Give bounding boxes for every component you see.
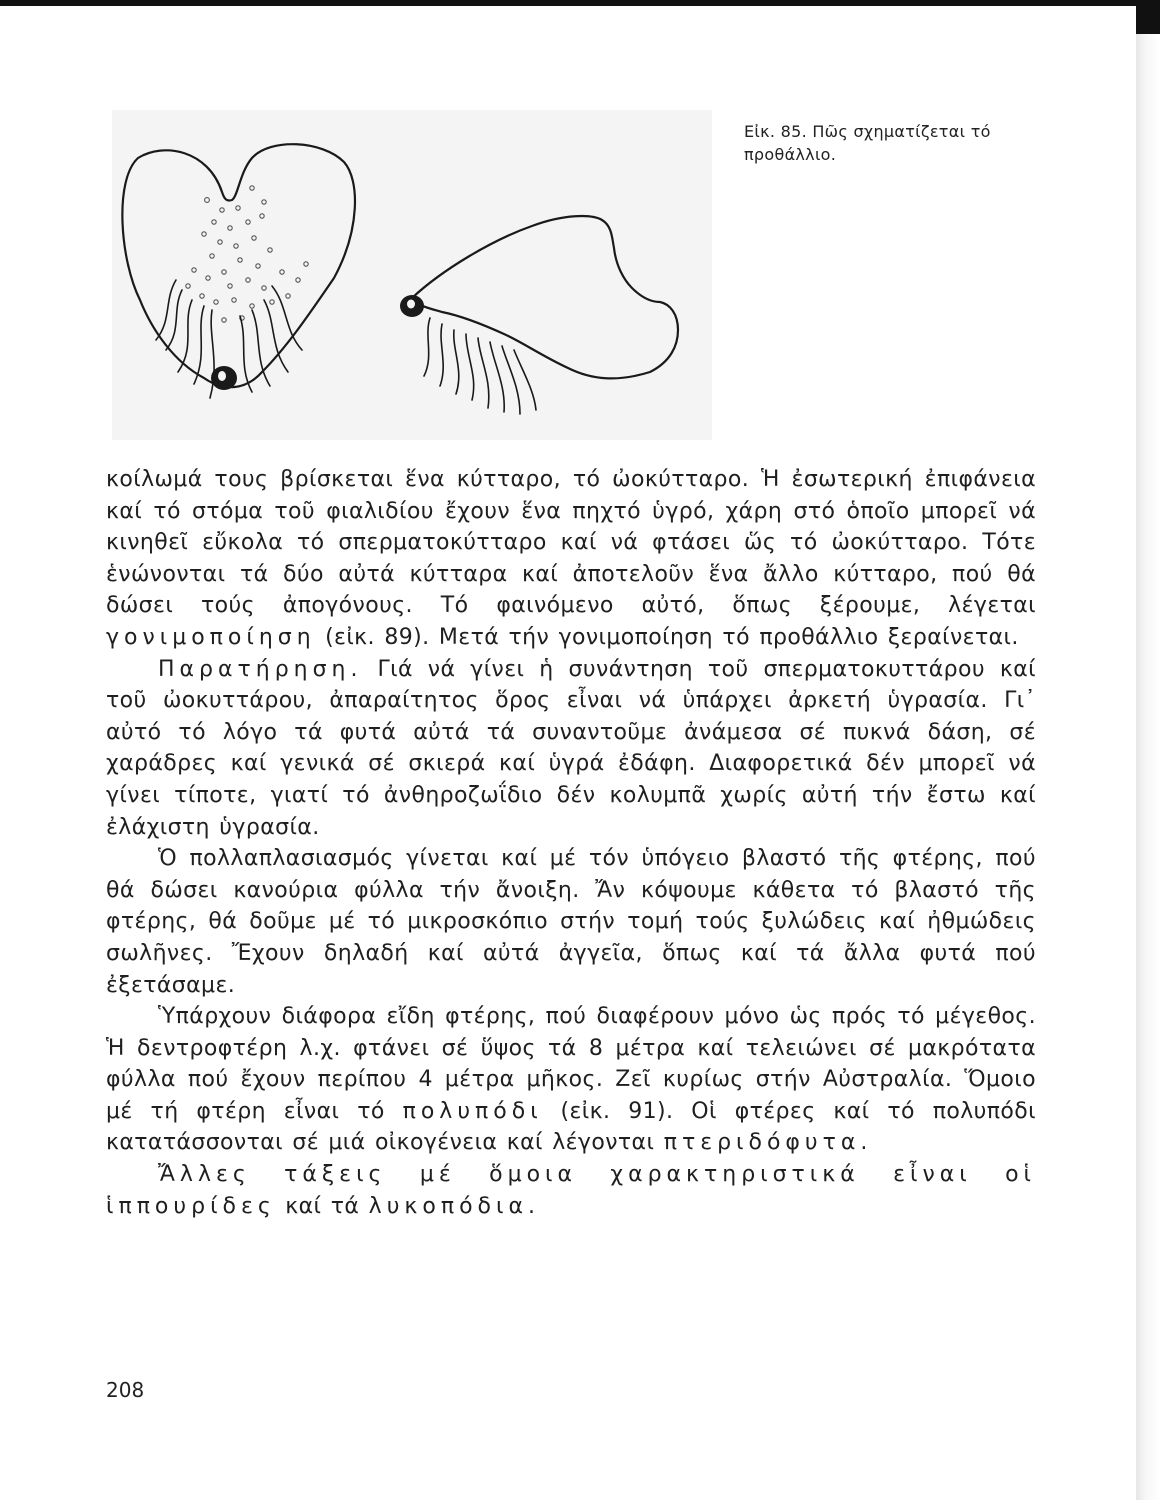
- prothallium-illustration: [112, 110, 712, 440]
- left-archegonium: [211, 366, 237, 390]
- right-rhizoids: [424, 318, 536, 414]
- term-observation: Παρατήρηση.: [158, 656, 363, 682]
- paragraph-5-term-1: Ἄλλες τάξεις μέ ὅμοια χαρακτηριστικά εἶναι οἱ: [158, 1162, 1036, 1188]
- right-prothallium-outline: [412, 216, 678, 378]
- right-archegonium: [400, 295, 424, 317]
- paragraph-5: [106, 1159, 1036, 1222]
- caption-line-2: προθάλλιο.: [744, 145, 837, 164]
- paragraph-2-text: Γιά νά γίνει ἡ συνάντηση τοῦ σπερματοκυττάρου καί τοῦ ὠοκυττάρου, ἀπαραίτητος ὅρος εἶναι νά ὑπάρχει ἀρκετή ὑγρασία. Γι᾿ αὐτό τό λόγο τά φυτά αὐτά τά συναντοῦμε ἀνάμεσα σέ πυκνά δάση, σέ χαράδρες καί γενικά σέ σκιερά καί ὑγρά ἐδάφη. Διαφορετικά δέν μπορεῖ νά γίνει τίποτε, γιατί τό ἀνθηροζωΐδιο δέν κολυμπᾶ χωρίς αὐτή τήν ἔστω καί ἐλάχιστη ὑγρασία.: [106, 656, 1036, 840]
- paragraph-5-text: καί τά: [285, 1193, 360, 1219]
- scan-edge-top: [0, 0, 1160, 6]
- paragraph-1: [106, 464, 1036, 654]
- body-text: [106, 464, 1036, 1222]
- paragraph-1-text-1: κοίλωμά τους βρίσκεται ἕνα κύτταρο, τό ὠοκύτταρο. Ἡ ἐσωτερική ἐπιφάνεια καί τό στόμα τοῦ φιαλιδίου ἔχουν ἕνα πηχτό ὑγρό, χάρη στό ὁποῖο μπορεῖ νά κινηθεῖ εὔκολα τό σπερματοκύτταρο καί νά φτάσει ὥς τό ὠοκύτταρο. Τότε ἑνώνονται τά δύο αὐτά κύτταρα καί ἀποτελοῦν ἕνα ἄλλο κύτταρο, πού θά δώσει τούς ἀπογόνους. Τό φαινόμενο αὐτό, ὅπως ξέρουμε, λέγεται: [106, 467, 1036, 619]
- paragraph-2: [106, 654, 1036, 844]
- scan-edge-right: [1136, 0, 1160, 1500]
- paragraph-4: [106, 1001, 1036, 1159]
- paragraph-3: [106, 843, 1036, 1001]
- paragraph-4-text-1: Ὑπάρχουν διάφορα εἴδη φτέρης, πού διαφέρουν μόνο ὡς πρός τό μέγεθος. Ἡ δεντροφτέρη λ.χ. φτάνει σέ ὕψος τά 8 μέτρα καί τελειώνει σέ μακρότατα φύλλα πού ἔχουν περίπου 4 μέτρα μῆκος. Ζεῖ κυρίως στήν Αὐστραλία. Ὅμοιο μέ τή φτέρη εἶναι τό: [106, 1004, 1036, 1124]
- page-number: 208: [106, 1378, 145, 1402]
- term-polypody: πολυπόδι: [402, 1098, 543, 1124]
- scan-corner: [1136, 0, 1160, 34]
- paragraph-4-text-2: (εἰκ. 91). Οἱ φτέρες καί τό πολυπόδι κατατάσσονται σέ μιά οἰκογένεια καί λέγονται: [106, 1098, 1036, 1156]
- prothallium-figure: [112, 110, 712, 440]
- paragraph-3-text: Ὁ πολλαπλασιασμός γίνεται καί μέ τόν ὑπόγειο βλαστό τῆς φτέρης, πού θά δώσει κανούρια φύλλα τήν ἄνοιξη. Ἄν κόψουμε κάθετα τό βλαστό τῆς φτέρης, θά δοῦμε μέ τό μικροσκόπιο στήν τομή τούς ξυλώδεις καί ἠθμώδεις σωλῆνες. Ἔχουν δηλαδή καί αὐτά ἀγγεῖα, ὅπως καί τά ἄλλα φυτά πού ἐξετάσαμε.: [106, 846, 1036, 998]
- left-prothallium-outline: [122, 144, 355, 387]
- caption-line-1: Εἰκ. 85. Πῶς σχηματίζεται τό: [744, 122, 991, 141]
- term-clubmosses: λυκοπόδια.: [368, 1193, 540, 1219]
- figure-caption: [744, 120, 1064, 166]
- term-fertilization: γονιμοποίηση: [106, 624, 316, 650]
- left-prothallium-dots: [186, 186, 308, 322]
- paragraph-1-text-2: (εἰκ. 89). Μετά τήν γονιμοποίηση τό προθάλλιο ξεραίνεται.: [325, 624, 1019, 650]
- term-pteridophytes: πτεριδόφυτα.: [663, 1130, 873, 1156]
- term-horsetails: ἱππουρίδες: [106, 1193, 276, 1219]
